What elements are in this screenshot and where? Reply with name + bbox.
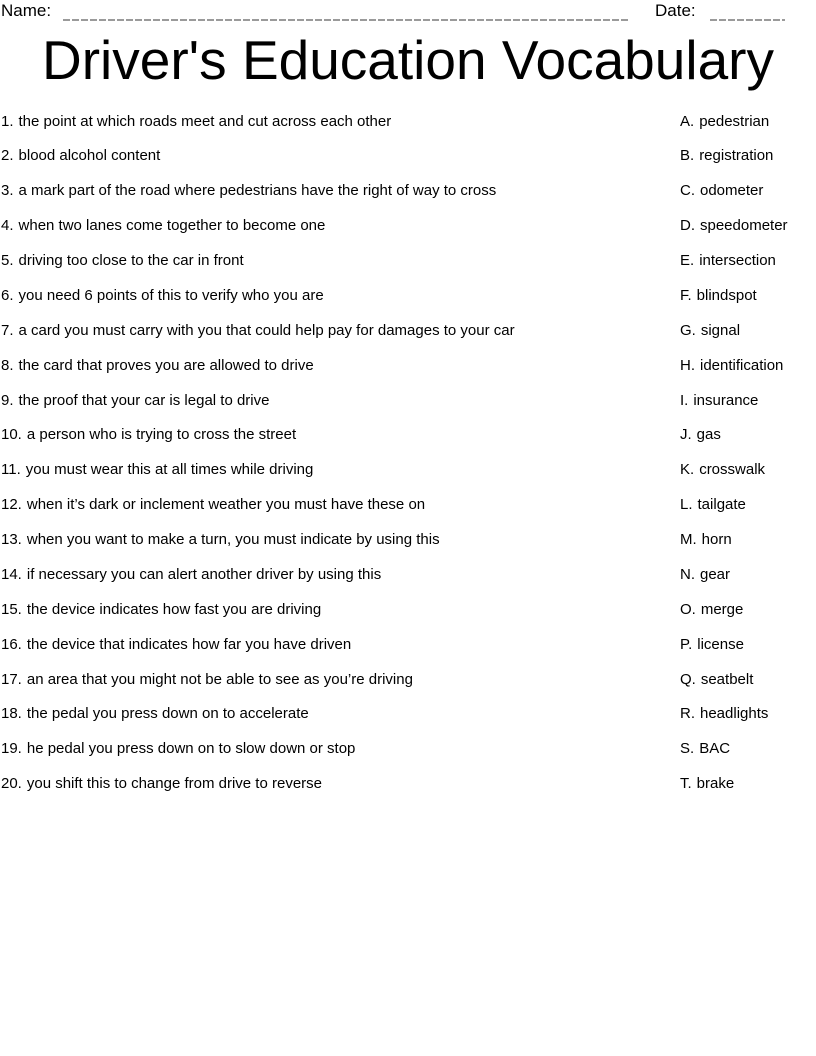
worksheet-row <box>1 452 816 487</box>
worksheet-row <box>1 243 816 278</box>
question-item <box>1 147 680 164</box>
answer-word: BAC <box>699 740 731 758</box>
answer-item <box>680 426 816 443</box>
answer-item <box>680 322 816 339</box>
question-item <box>1 287 680 304</box>
worksheet-row <box>1 208 816 243</box>
matching-list <box>1 104 816 802</box>
question-item <box>1 601 680 618</box>
worksheet-row <box>1 138 816 173</box>
answer-item <box>680 705 816 722</box>
question-text: a mark part of the road where pedestrians have the right of way to cross <box>18 182 497 200</box>
date-fill-line[interactable] <box>710 19 785 21</box>
question-number: 1. <box>1 112 14 130</box>
question-item <box>1 671 680 688</box>
worksheet-row <box>1 592 816 627</box>
answer-word: brake <box>696 775 735 793</box>
worksheet-row <box>1 557 816 592</box>
answer-word: pedestrian <box>699 112 770 130</box>
question-text: a person who is trying to cross the street <box>26 426 297 444</box>
worksheet-row <box>1 278 816 313</box>
question-item <box>1 182 680 199</box>
question-number: 6. <box>1 286 14 304</box>
question-text: an area that you might not be able to see as you’re driving <box>26 670 413 688</box>
answer-letter: I. <box>680 391 689 409</box>
question-item <box>1 566 680 583</box>
worksheet-row <box>1 417 816 452</box>
answer-word: registration <box>699 147 774 165</box>
question-text: when you want to make a turn, you must indicate by using this <box>26 531 440 549</box>
answer-item <box>680 147 816 164</box>
question-number: 3. <box>1 182 14 200</box>
question-text: the pedal you press down on to accelerate <box>26 705 309 723</box>
question-text: you need 6 points of this to verify who you are <box>18 286 324 304</box>
answer-word: crosswalk <box>699 461 766 479</box>
answer-item <box>680 461 816 478</box>
answer-letter: P. <box>680 635 693 653</box>
answer-letter: Q. <box>680 670 696 688</box>
question-text: the card that proves you are allowed to drive <box>18 356 314 374</box>
answer-item <box>680 636 816 653</box>
question-item <box>1 252 680 269</box>
worksheet-row <box>1 662 816 697</box>
question-number: 7. <box>1 321 14 339</box>
answer-word: horn <box>701 531 732 549</box>
question-item <box>1 740 680 757</box>
question-number: 15. <box>1 600 22 618</box>
question-text: the proof that your car is legal to drive <box>18 391 270 409</box>
worksheet-row <box>1 313 816 348</box>
question-number: 9. <box>1 391 14 409</box>
answer-item <box>680 671 816 688</box>
question-text: a card you must carry with you that could help pay for damages to your car <box>18 321 515 339</box>
question-number: 18. <box>1 705 22 723</box>
worksheet-row <box>1 731 816 766</box>
question-number: 2. <box>1 147 14 165</box>
answer-item <box>680 531 816 548</box>
answer-word: merge <box>700 600 744 618</box>
answer-word: identification <box>700 356 784 374</box>
answer-item <box>680 217 816 234</box>
question-text: you shift this to change from drive to reverse <box>26 775 322 793</box>
question-item <box>1 496 680 513</box>
answer-letter: O. <box>680 600 696 618</box>
answer-letter: H. <box>680 356 695 374</box>
question-text: if necessary you can alert another driver by using this <box>26 565 382 583</box>
page-title: Driver's Education Vocabulary <box>42 29 774 91</box>
worksheet-row <box>1 383 816 418</box>
question-number: 5. <box>1 252 14 270</box>
answer-letter: M. <box>680 531 697 549</box>
question-number: 10. <box>1 426 22 444</box>
answer-word: intersection <box>699 252 776 270</box>
header <box>0 0 816 26</box>
question-number: 19. <box>1 740 22 758</box>
question-number: 14. <box>1 565 22 583</box>
answer-item <box>680 113 816 130</box>
answer-letter: C. <box>680 182 695 200</box>
answer-letter: G. <box>680 321 696 339</box>
answer-item <box>680 252 816 269</box>
answer-word: insurance <box>693 391 759 409</box>
question-text: the point at which roads meet and cut across each other <box>18 112 392 130</box>
answer-item <box>680 566 816 583</box>
question-number: 12. <box>1 496 22 514</box>
question-number: 20. <box>1 775 22 793</box>
question-text: blood alcohol content <box>18 147 161 165</box>
name-label: Name: <box>1 1 52 20</box>
answer-letter: B. <box>680 147 695 165</box>
answer-letter: D. <box>680 217 695 235</box>
worksheet-row <box>1 766 816 801</box>
worksheet-row <box>1 522 816 557</box>
date-label: Date: <box>655 1 696 20</box>
worksheet-row <box>1 487 816 522</box>
worksheet-row <box>1 173 816 208</box>
answer-item <box>680 601 816 618</box>
answer-word: blindspot <box>696 286 757 304</box>
answer-word: speedometer <box>700 217 788 235</box>
worksheet-row <box>1 348 816 383</box>
answer-letter: R. <box>680 705 695 723</box>
question-number: 17. <box>1 670 22 688</box>
answer-letter: L. <box>680 496 693 514</box>
question-item <box>1 426 680 443</box>
question-text: you must wear this at all times while driving <box>25 461 314 479</box>
question-text: the device that indicates how far you have driven <box>26 635 352 653</box>
answer-word: odometer <box>700 182 764 200</box>
question-item <box>1 322 680 339</box>
question-number: 13. <box>1 531 22 549</box>
answer-letter: K. <box>680 461 695 479</box>
answer-item <box>680 392 816 409</box>
question-item <box>1 636 680 653</box>
answer-word: gear <box>700 565 731 583</box>
question-item <box>1 217 680 234</box>
question-item <box>1 392 680 409</box>
answer-item <box>680 740 816 757</box>
question-item <box>1 705 680 722</box>
question-text: he pedal you press down on to slow down or stop <box>26 740 356 758</box>
name-fill-line[interactable] <box>63 19 630 21</box>
answer-letter: S. <box>680 740 695 758</box>
answer-word: seatbelt <box>700 670 754 688</box>
question-item <box>1 461 680 478</box>
answer-word: headlights <box>700 705 769 723</box>
question-number: 8. <box>1 356 14 374</box>
question-text: when it’s dark or inclement weather you must have these on <box>26 496 426 514</box>
answer-letter: F. <box>680 286 692 304</box>
answer-word: signal <box>700 321 741 339</box>
answer-word: tailgate <box>697 496 746 514</box>
question-item <box>1 357 680 374</box>
answer-item <box>680 357 816 374</box>
question-item <box>1 531 680 548</box>
question-number: 4. <box>1 217 14 235</box>
answer-item <box>680 496 816 513</box>
question-item <box>1 113 680 130</box>
answer-letter: A. <box>680 112 695 130</box>
question-number: 16. <box>1 635 22 653</box>
answer-letter: E. <box>680 252 695 270</box>
question-text: driving too close to the car in front <box>18 252 244 270</box>
worksheet-row <box>1 696 816 731</box>
answer-letter: N. <box>680 565 695 583</box>
answer-letter: T. <box>680 775 692 793</box>
worksheet-row <box>1 104 816 139</box>
question-text: when two lanes come together to become one <box>18 217 326 235</box>
answer-item <box>680 775 816 792</box>
answer-letter: J. <box>680 426 692 444</box>
answer-item <box>680 182 816 199</box>
answer-word: license <box>697 635 744 653</box>
question-number: 11. <box>1 461 21 479</box>
answer-word: gas <box>696 426 721 444</box>
worksheet-row <box>1 627 816 662</box>
question-item <box>1 775 680 792</box>
question-text: the device indicates how fast you are driving <box>26 600 322 618</box>
answer-item <box>680 287 816 304</box>
